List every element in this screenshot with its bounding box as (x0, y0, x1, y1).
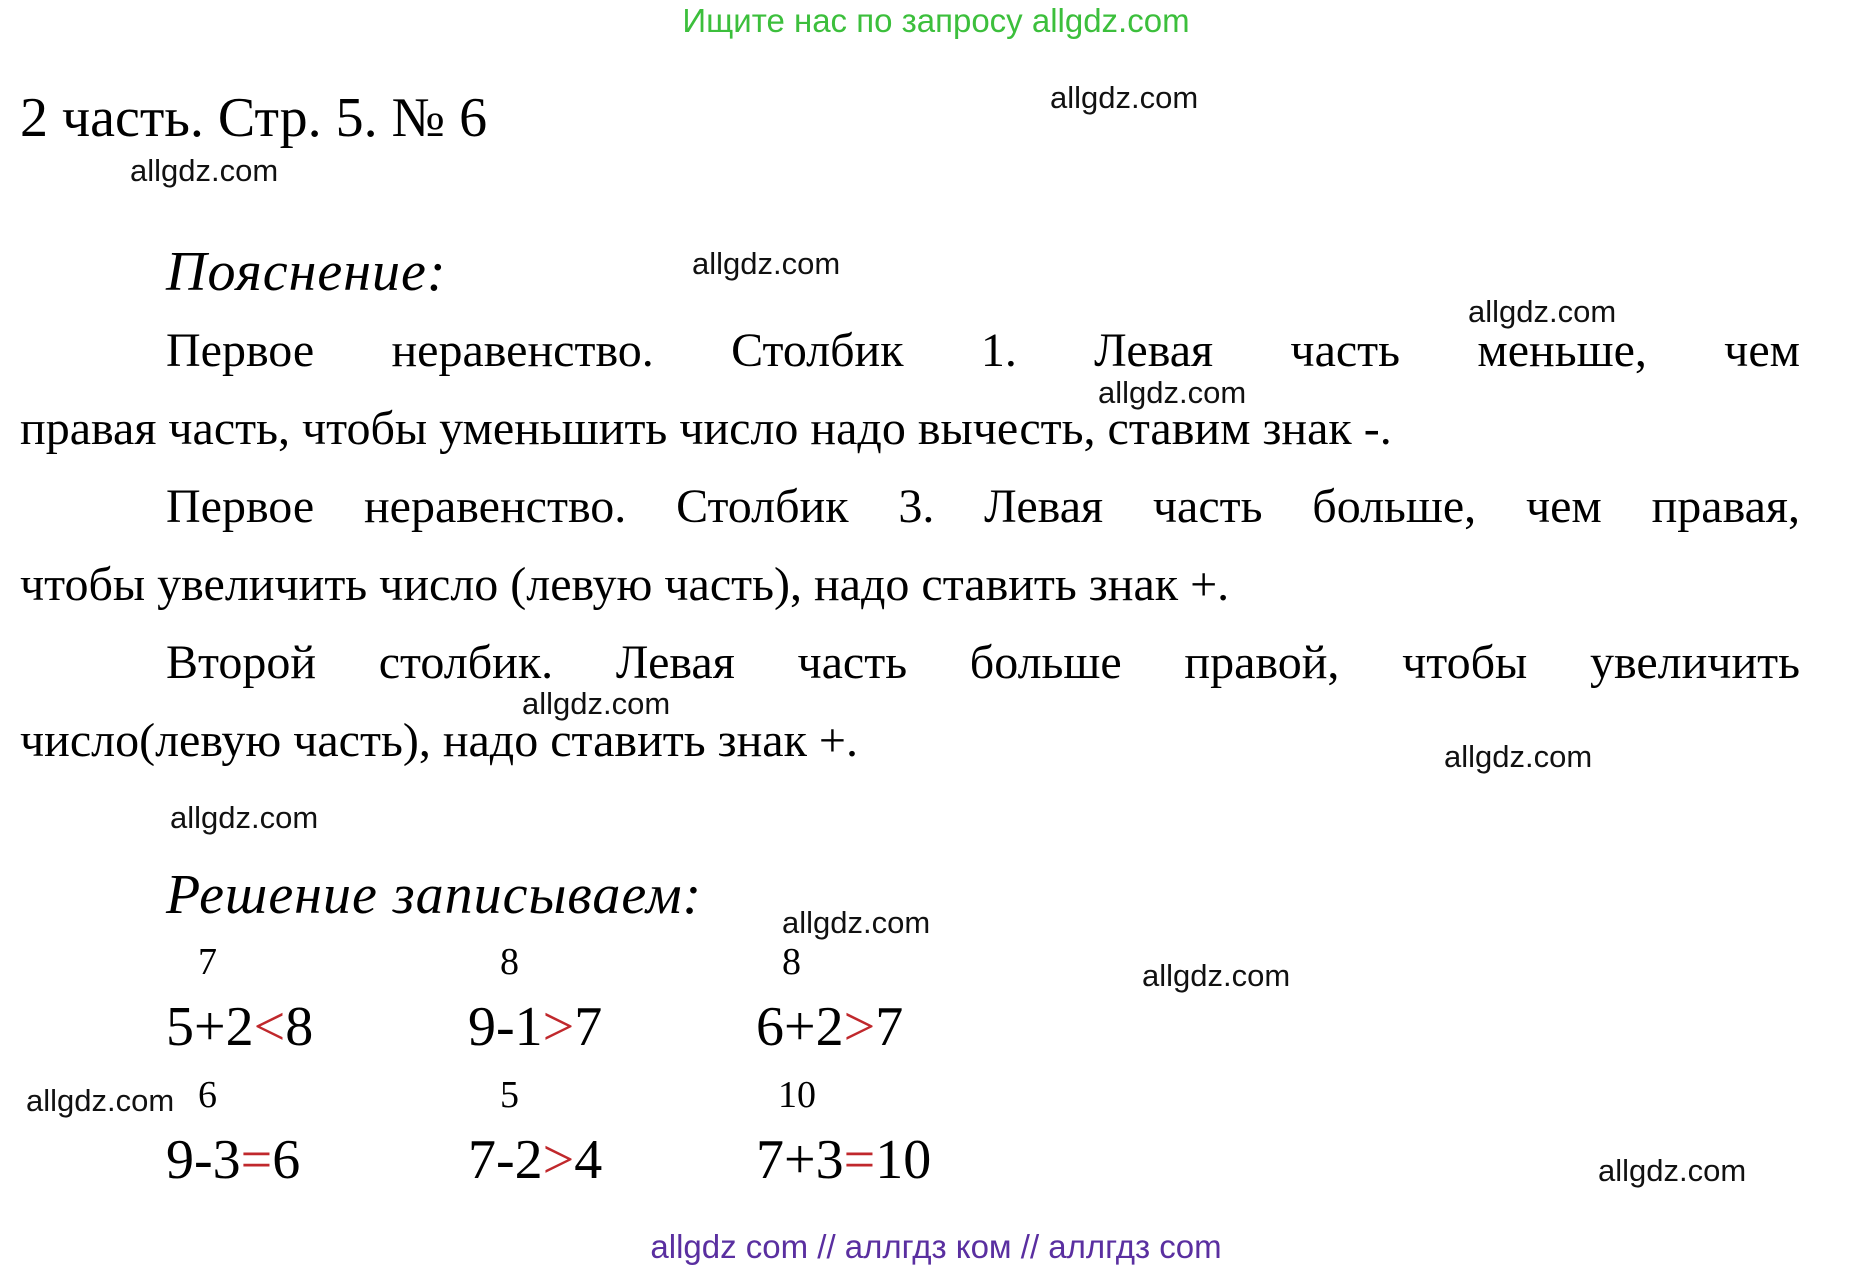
watermark: allgdz.com (26, 1083, 175, 1118)
watermark: allgdz.com (1598, 1153, 1747, 1188)
expression-right: 6 (272, 1129, 301, 1191)
solution-hint: 10 (778, 1074, 816, 1116)
expression-left: 9-1 (468, 996, 543, 1058)
page-title: 2 часть. Стр. 5. № 6 (20, 87, 488, 149)
explanation-heading: Пояснение: (166, 241, 447, 303)
watermark: allgdz.com (1050, 80, 1199, 115)
solution-expression (166, 995, 313, 1059)
expression-left: 6+2 (756, 996, 844, 1058)
watermark: allgdz.com (1444, 739, 1593, 774)
solution-heading: Решение записываем: (166, 864, 703, 926)
expression-left: 7+3 (756, 1129, 844, 1191)
footer-links: allgdz com // аллгдз ком // аллгдз com (650, 1228, 1222, 1265)
paragraph-1-line-2: правая часть, чтобы уменьшить число надо вычесть, ставим знак -. (20, 402, 1392, 455)
watermark: allgdz.com (170, 800, 319, 835)
comparison-sign: > (542, 1129, 575, 1191)
expression-right: 4 (574, 1129, 603, 1191)
paragraph-2-line-1: Первое неравенство. Столбик 3. Левая часть больше, чем правая, (166, 480, 1800, 533)
expression-left: 9-3 (166, 1129, 241, 1191)
solution-hint: 6 (198, 1074, 217, 1116)
watermark: allgdz.com (782, 905, 931, 940)
watermark: allgdz.com (1142, 958, 1291, 993)
paragraph-2-line-2: чтобы увеличить число (левую часть), надо ставить знак +. (20, 558, 1230, 611)
paragraph-1-line-1: Первое неравенство. Столбик 1. Левая часть меньше, чем (166, 324, 1800, 377)
solution-expression (756, 995, 903, 1059)
solution-expression (468, 1128, 602, 1192)
solution-expression (756, 1128, 931, 1192)
comparison-sign: = (843, 1129, 876, 1191)
top-banner: Ищите нас по запросу allgdz.com (682, 2, 1190, 39)
watermark: allgdz.com (130, 153, 279, 188)
expression-left: 7-2 (468, 1129, 543, 1191)
solution-hint: 5 (500, 1074, 519, 1116)
expression-right: 7 (574, 996, 603, 1058)
solution-hint: 7 (198, 941, 217, 983)
watermark: allgdz.com (1468, 294, 1617, 329)
solution-hint: 8 (782, 941, 801, 983)
explanation-paragraph-1 (20, 312, 1800, 468)
paragraph-3-line-2: число(левую часть), надо ставить знак +. (20, 714, 858, 767)
explanation-paragraph-2 (20, 468, 1800, 624)
expression-left: 5+2 (166, 996, 254, 1058)
expression-right: 8 (285, 996, 314, 1058)
comparison-sign: < (253, 996, 286, 1058)
expression-right: 7 (875, 996, 904, 1058)
comparison-sign: = (240, 1129, 273, 1191)
expression-right: 10 (875, 1129, 932, 1191)
comparison-sign: > (843, 996, 876, 1058)
solution-expression (166, 1128, 300, 1192)
watermark: allgdz.com (1098, 375, 1247, 410)
paragraph-3-line-1: Второй столбик. Левая часть больше правой, чтобы увеличить (166, 636, 1800, 689)
watermark: allgdz.com (522, 686, 671, 721)
comparison-sign: > (542, 996, 575, 1058)
watermark: allgdz.com (692, 246, 841, 281)
solution-hint: 8 (500, 941, 519, 983)
solution-expression (468, 995, 602, 1059)
